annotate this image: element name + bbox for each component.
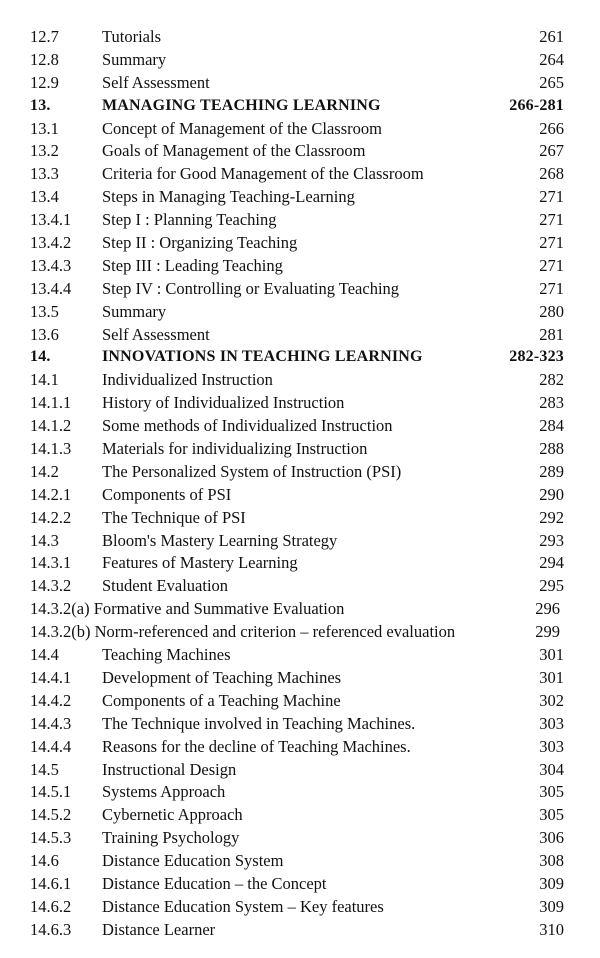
toc-page-number: 310 (539, 919, 564, 939)
toc-page-number: 261 (539, 27, 564, 46)
toc-entry-row (0, 118, 600, 141)
toc-entry-row (0, 759, 600, 782)
toc-section-number: 14.1.2 (30, 416, 72, 436)
toc-page-number: 308 (539, 851, 564, 871)
toc-page-number: 301 (539, 667, 564, 687)
toc-section-number: 14.2.1 (30, 484, 72, 504)
toc-section-title: Distance Education System – Key features (102, 896, 384, 916)
toc-entry-row (0, 255, 600, 278)
toc-page-number: 303 (539, 736, 564, 756)
toc-section-number: 14.6.2 (30, 896, 72, 916)
toc-section-number: 14.6 (30, 851, 59, 871)
toc-section-number: 13.4.1 (30, 210, 72, 230)
toc-section-title: Criteria for Good Management of the Classroom (102, 164, 424, 184)
toc-section-title: Summary (102, 49, 167, 69)
toc-page-number: 283 (539, 393, 564, 413)
toc-section-title: Tutorials (102, 27, 161, 46)
toc-page-number: 271 (539, 255, 564, 275)
toc-section-number: 13.1 (30, 118, 59, 138)
toc-section-number: 14.4.2 (30, 690, 72, 710)
toc-section-title: Concept of Management of the Classroom (102, 118, 382, 138)
toc-page-number: 309 (539, 873, 564, 893)
toc-page-number: 305 (539, 782, 564, 802)
toc-entry-row (0, 644, 600, 667)
toc-section-title: MANAGING TEACHING LEARNING (102, 96, 381, 114)
toc-section-title: Training Psychology (102, 828, 240, 848)
toc-entry-row (0, 690, 600, 713)
toc-entry-row (0, 507, 600, 530)
toc-section-title: Step I : Planning Teaching (102, 210, 277, 230)
toc-section-number: 13.4.3 (30, 255, 72, 275)
toc-page-number: 306 (539, 828, 564, 848)
toc-section-title: Distance Education – the Concept (102, 873, 327, 893)
toc-section-number: 13.3 (30, 164, 59, 184)
toc-section-title: Materials for individualizing Instruction (102, 439, 368, 459)
toc-section-number: 14.6.3 (30, 919, 72, 939)
toc-section-title: INNOVATIONS IN TEACHING LEARNING (102, 348, 423, 366)
toc-section-title: Teaching Machines (102, 645, 231, 665)
toc-section-title: History of Individualized Instruction (102, 393, 345, 413)
toc-entry-row (0, 804, 600, 827)
toc-section-number: 14.1 (30, 370, 59, 390)
toc-page-number: 294 (539, 553, 564, 573)
toc-page-number: 265 (539, 72, 564, 92)
toc-entry-row (0, 575, 600, 598)
toc-entry-row (0, 369, 600, 392)
toc-section-title: Systems Approach (102, 782, 226, 802)
toc-section-title: Distance Learner (102, 919, 216, 939)
toc-entry-row (0, 736, 600, 759)
toc-section-number: 12.8 (30, 49, 59, 69)
toc-section-title: Reasons for the decline of Teaching Machines. (102, 736, 411, 756)
toc-entry-row (0, 461, 600, 484)
toc-chapter-row (0, 346, 600, 369)
toc-page-number: 290 (539, 484, 564, 504)
toc-section-number: 14. (30, 348, 51, 366)
toc-entry-row (0, 301, 600, 324)
toc-entry-row (0, 667, 600, 690)
table-of-contents (0, 26, 600, 942)
toc-section-title: Instructional Design (102, 759, 237, 779)
toc-entry-row (0, 278, 600, 301)
toc-section-number: 14.5.1 (30, 782, 72, 802)
toc-entry-row (0, 781, 600, 804)
toc-section-title: Components of PSI (102, 484, 232, 504)
toc-section-number: 13. (30, 96, 51, 114)
toc-section-title: Step II : Organizing Teaching (102, 233, 298, 253)
toc-section-title: The Technique of PSI (102, 507, 246, 527)
toc-section-title: Student Evaluation (102, 576, 229, 596)
toc-section-title: Development of Teaching Machines (102, 667, 342, 687)
toc-page-number: 295 (539, 576, 564, 596)
toc-section-number: 12.7 (30, 27, 59, 46)
toc-section-title: Goals of Management of the Classroom (102, 141, 366, 161)
toc-page-number: 309 (539, 896, 564, 916)
toc-page-number: 271 (539, 210, 564, 230)
toc-page-number: 266 (539, 118, 564, 138)
toc-page-number: 288 (539, 439, 564, 459)
toc-section-title: Bloom's Mastery Learning Strategy (102, 530, 338, 550)
toc-entry-row (0, 713, 600, 736)
toc-page-number: 284 (539, 416, 564, 436)
toc-entry-row (0, 186, 600, 209)
toc-section-number: 13.6 (30, 324, 59, 344)
toc-page-number: 303 (539, 713, 564, 733)
toc-entry-row (0, 72, 600, 95)
toc-section-title: Features of Mastery Learning (102, 553, 298, 573)
toc-entry-row (0, 140, 600, 163)
toc-entry-row (0, 26, 600, 49)
toc-section-number: 14.1.1 (30, 393, 72, 413)
toc-entry-row (0, 530, 600, 553)
toc-entry-row (0, 484, 600, 507)
toc-entry-row (0, 324, 600, 347)
toc-section-number: 14.5.3 (30, 828, 72, 848)
toc-entry-row (0, 232, 600, 255)
toc-entry-row (0, 415, 600, 438)
toc-section-title: The Technique involved in Teaching Machines. (102, 713, 416, 733)
toc-section-title: The Personalized System of Instruction (PSI) (102, 461, 402, 481)
toc-entry-row (0, 209, 600, 232)
toc-entry-row (0, 896, 600, 919)
toc-section-number: 13.2 (30, 141, 59, 161)
toc-section-number: 14.1.3 (30, 439, 72, 459)
toc-page-number: 264 (539, 49, 564, 69)
toc-section-title: Steps in Managing Teaching-Learning (102, 187, 355, 207)
toc-page-number: 282-323 (509, 348, 564, 366)
toc-section-title: Self Assessment (102, 324, 210, 344)
toc-section-title: Summary (102, 301, 167, 321)
toc-section-number: 14.2.2 (30, 507, 72, 527)
toc-entry-row (0, 49, 600, 72)
toc-page-number: 280 (539, 301, 564, 321)
toc-section-title: Distance Education System (102, 851, 284, 871)
toc-section-number: 13.4.4 (30, 278, 72, 298)
toc-section-title: Individualized Instruction (102, 370, 273, 390)
toc-section-title: Cybernetic Approach (102, 805, 243, 825)
toc-entry-row (0, 827, 600, 850)
toc-section-number: 12.9 (30, 72, 59, 92)
toc-section-number: 14.3.2 (30, 576, 72, 596)
toc-section-number: 13.5 (30, 301, 59, 321)
toc-section-title: Step III : Leading Teaching (102, 255, 283, 275)
toc-section-number: 14.6.1 (30, 873, 72, 893)
toc-entry-row (0, 552, 600, 575)
toc-section-number: 13.4 (30, 187, 59, 207)
toc-entry-row (0, 598, 600, 621)
toc-page-number: 268 (539, 164, 564, 184)
toc-entry-row (0, 873, 600, 896)
toc-section-number: 14.4.4 (30, 736, 72, 756)
toc-section-number: 14.3 (30, 530, 59, 550)
toc-page-number: 305 (539, 805, 564, 825)
toc-page-number: 299 (535, 622, 560, 642)
toc-page-number: 271 (539, 233, 564, 253)
toc-page-number: 271 (539, 278, 564, 298)
toc-section-title: Self Assessment (102, 72, 210, 92)
toc-section-number: 14.5.2 (30, 805, 72, 825)
toc-section-title: Some methods of Individualized Instruction (102, 416, 393, 436)
toc-section-number: 13.4.2 (30, 233, 72, 253)
toc-section-title: 14.3.2(b) Norm-referenced and criterion – referenced evaluation (30, 622, 456, 642)
toc-page-number: 301 (539, 645, 564, 665)
toc-section-number: 14.4 (30, 645, 59, 665)
toc-section-title: 14.3.2(a) Formative and Summative Evaluation (30, 599, 345, 619)
toc-entry-row (0, 621, 600, 644)
toc-section-number: 14.4.1 (30, 667, 72, 687)
toc-page-number: 293 (539, 530, 564, 550)
toc-page-number: 267 (539, 141, 564, 161)
toc-section-number: 14.5 (30, 759, 59, 779)
toc-entry-row (0, 919, 600, 942)
toc-page-number: 289 (539, 461, 564, 481)
toc-page-number: 304 (539, 759, 564, 779)
toc-chapter-row (0, 95, 600, 118)
toc-section-number: 14.2 (30, 461, 59, 481)
toc-page-number: 282 (539, 370, 564, 390)
toc-section-title: Step IV : Controlling or Evaluating Teaching (102, 278, 400, 298)
toc-entry-row (0, 438, 600, 461)
toc-section-number: 14.3.1 (30, 553, 72, 573)
toc-section-number: 14.4.3 (30, 713, 72, 733)
toc-page-number: 302 (539, 690, 564, 710)
toc-entry-row (0, 163, 600, 186)
toc-page-number: 296 (535, 599, 560, 619)
toc-entry-row (0, 850, 600, 873)
toc-page-number: 281 (539, 324, 564, 344)
toc-page-number: 266-281 (509, 96, 564, 114)
toc-entry-row (0, 392, 600, 415)
toc-page-number: 292 (539, 507, 564, 527)
toc-page-number: 271 (539, 187, 564, 207)
toc-section-title: Components of a Teaching Machine (102, 690, 341, 710)
